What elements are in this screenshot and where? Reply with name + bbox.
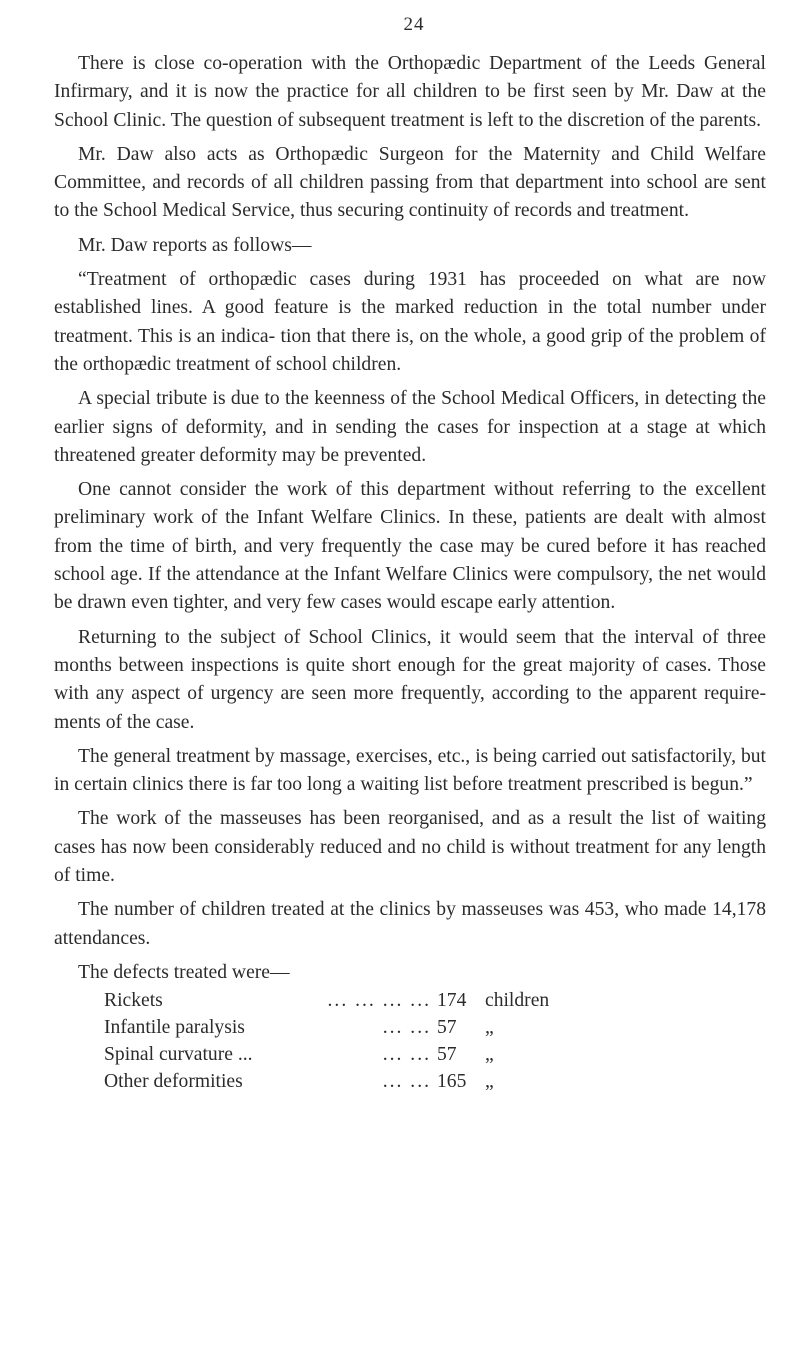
defect-unit: „: [485, 1044, 494, 1066]
document-page: [54, 14, 766, 1095]
defect-label: Rickets: [104, 990, 163, 1012]
paragraph: The work of the masseuses has been reorganised, and as a result the list of waiting cases has now been considerably reduced and no child is without treatment for any length of time.: [54, 808, 766, 887]
paragraph: The general treatment by massage, exercises, etc., is being carried out satisfactorily, but in certain clinics there is far too long a waiting list before treatment prescribed is begun.”: [54, 745, 766, 796]
defect-row-rickets: [54, 987, 766, 1014]
defect-label: Spinal curvature ...: [104, 1044, 253, 1066]
leader-dots: ... ...: [382, 1044, 431, 1066]
paragraph: The number of children treated at the clinics by masseuses was 453, who made 14,178 attendances.: [54, 899, 766, 949]
defect-count: 174: [437, 990, 467, 1012]
page-number: 24: [403, 14, 425, 35]
defect-count: 57: [437, 1017, 457, 1039]
defect-label: Infantile paralysis: [104, 1017, 245, 1039]
defect-row-infantile-paralysis: [54, 1014, 766, 1041]
paragraph: Returning to the subject of School Clinics, it would seem that the interval of three months between inspections is quite short enough for the great majority of cases. Those with any aspect of urgency are seen more frequently, according to the apparent require- ments of the case.: [54, 626, 766, 733]
defect-unit: children: [485, 990, 550, 1012]
leader-dots: ... ...: [382, 1017, 431, 1039]
paragraph: There is close co-operation with the Orthopædic Department of the Leeds General Infirmary, and it is now the practice for all children to be first seen by Mr. Daw at the School Clinic. The question of subsequent treatment is left to the discretion of the parents.: [54, 53, 766, 131]
defect-label: Other deformities: [104, 1071, 243, 1093]
defect-row-other-deformities: [54, 1068, 766, 1095]
defect-unit: „: [485, 1071, 494, 1093]
paragraph: Mr. Daw reports as follows—: [78, 234, 312, 256]
defect-row-spinal-curvature: [54, 1041, 766, 1068]
defect-unit: „: [485, 1017, 494, 1039]
paragraph: “Treatment of orthopædic cases during 1931 has proceeded on what are now established lines. A good feature is the marked reduction in the total number under treatment. This is an indica- tion that there is, on the whole, a good grip of the problem of the orthopædic treatment of school children.: [54, 269, 766, 375]
defects-title: The defects treated were—: [78, 961, 290, 983]
defects-list: [54, 959, 766, 1095]
paragraph: Mr. Daw also acts as Orthopædic Surgeon for the Maternity and Child Welfare Committee, and records of all children passing from that department into school are sent to the School Medical Service, thus securing continuity of records and treatment.: [54, 143, 766, 222]
leader-dots: ... ... ... ...: [327, 990, 431, 1012]
defect-count: 165: [437, 1071, 467, 1093]
leader-dots: ... ...: [382, 1071, 431, 1093]
paragraph: One cannot consider the work of this department without referring to the excellent preliminary work of the Infant Welfare Clinics. In these, patients are dealt with almost from the time of birth, and very frequently the case may be cured before it has reached school age. If the attendance at the Infant Welfare Clinics were compulsory, the net would be drawn even tighter, and very few cases would escape early attention.: [54, 479, 766, 614]
paragraph: A special tribute is due to the keenness of the School Medical Officers, in detecting the earlier signs of deformity, and in sending the cases for inspection at a stage at which threatened greater deformity may be prevented.: [54, 388, 766, 466]
defect-count: 57: [437, 1044, 457, 1066]
